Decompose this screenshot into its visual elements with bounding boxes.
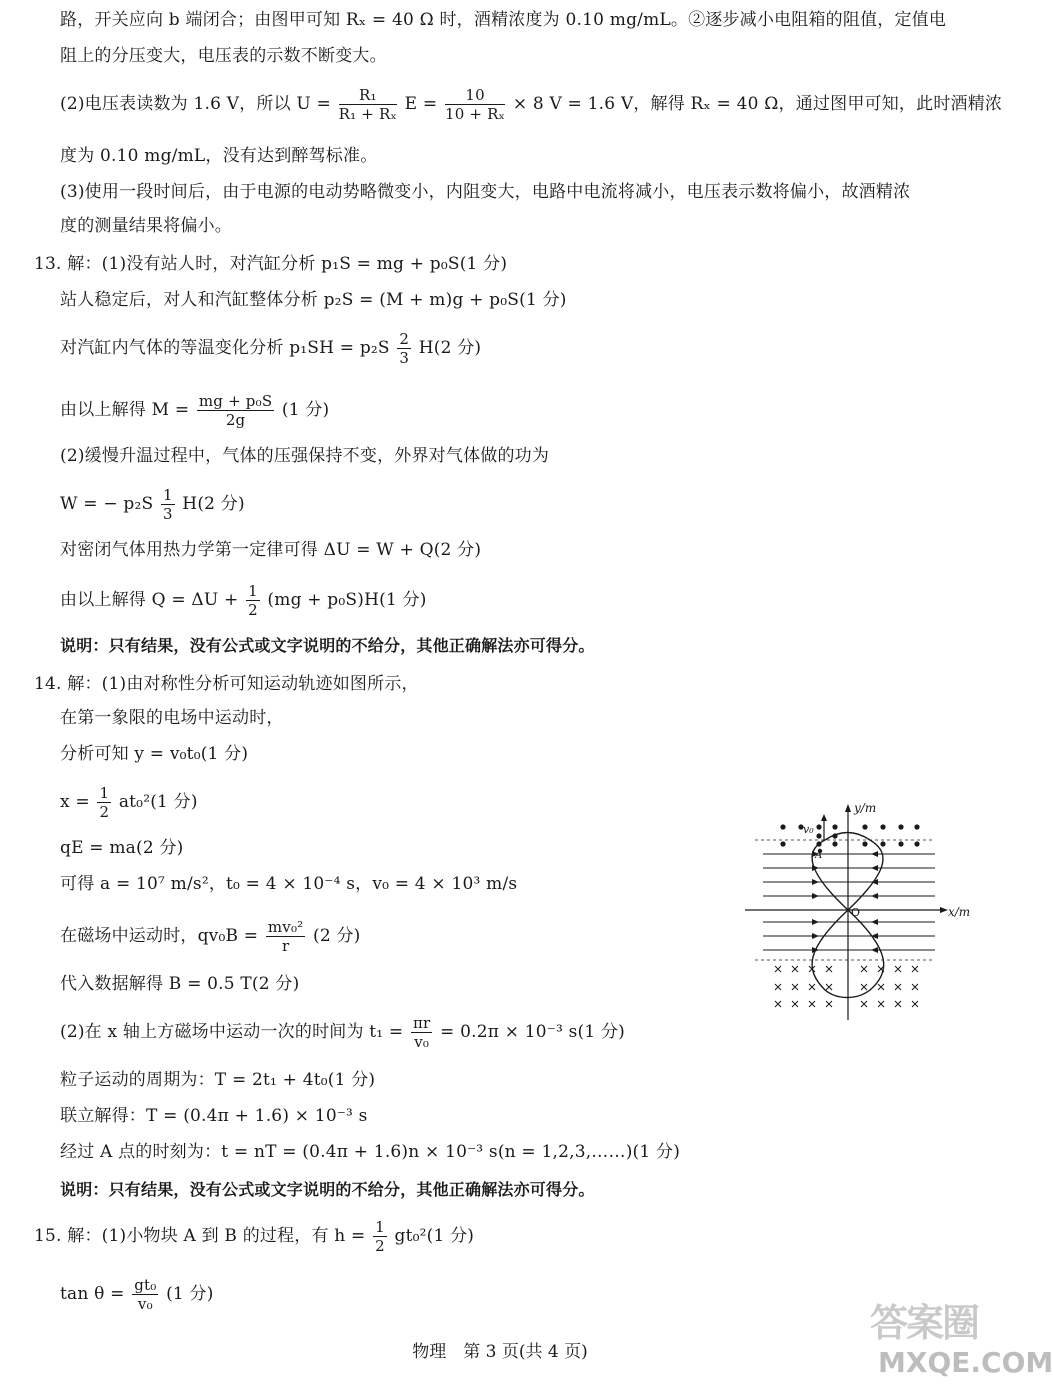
text-line-with-fraction [60, 486, 245, 523]
text-segment: W = − p₂S [60, 494, 154, 514]
text-segment: 由以上解得 Q = ΔU + [60, 590, 239, 610]
electric-field-lines [763, 854, 935, 950]
watermark-domain: MXQE.COM [878, 1346, 1053, 1379]
text-segment: H(2 分) [182, 494, 245, 514]
text-line: 对密闭气体用热力学第一定律可得 ΔU = W + Q(2 分) [60, 540, 482, 560]
fraction [132, 1276, 158, 1313]
point-a-label: A [815, 850, 823, 861]
fraction-numerator: 10 [445, 86, 505, 105]
fraction-denominator: v₀ [414, 1033, 430, 1051]
fraction [339, 86, 397, 123]
fraction-denominator: R₁ + Rₓ [338, 105, 398, 123]
fraction-numerator: mv₀² [267, 918, 304, 936]
text-line-with-fraction [60, 86, 1002, 123]
question-14-line: 14. 解：(1)由对称性分析可知运动轨迹如图所示， [34, 674, 419, 694]
magnetic-field-out-dots [780, 824, 919, 853]
text-segment: at₀²(1 分) [118, 792, 198, 812]
text-line: 站人稳定后，对人和汽缸整体分析 p₂S = (M + m)g + p₀S(1 分) [60, 290, 567, 310]
x-axis-label: x/m [948, 905, 971, 919]
fraction-numerator: πr [412, 1014, 431, 1032]
text-segment: (2)电压表读数为 1.6 V，所以 U = [60, 94, 331, 114]
site-watermark-logo [870, 1292, 1053, 1384]
fraction [373, 1218, 387, 1255]
fraction-numerator: mg + p₀S [198, 392, 273, 410]
fraction [197, 392, 274, 429]
velocity-arrow-icon [821, 814, 827, 821]
field-trajectory-diagram [745, 800, 990, 1020]
magnetic-field-in-crosses [775, 966, 918, 1007]
text-segment: 对汽缸内气体的等温变化分析 p₁SH = p₂S [60, 338, 390, 358]
text-line-with-fraction [60, 784, 198, 821]
fraction-denominator: 3 [162, 505, 173, 523]
text-line: 路，开关应向 b 端闭合；由图甲可知 Rₓ = 40 Ω 时，酒精浓度为 0.10 mg/mL。②逐步减小电阻箱的阻值，定值电 [60, 10, 947, 30]
fraction-denominator: 2 [99, 803, 110, 821]
text-line-with-fraction [60, 582, 427, 619]
fraction-numerator: 1 [99, 784, 110, 802]
scoring-note: 说明：只有结果，没有公式或文字说明的不给分，其他正确解法亦可得分。 [60, 1180, 595, 1199]
text-line: 在第一象限的电场中运动时， [60, 708, 284, 728]
text-line: 可得 a = 10⁷ m/s²，t₀ = 4 × 10⁻⁴ s，v₀ = 4 × 10³ m/s [60, 874, 518, 894]
fraction-denominator: 3 [399, 349, 410, 367]
text-segment: E = [404, 94, 438, 114]
fraction-denominator: 2 [375, 1237, 385, 1255]
question-15-start: 15. 解：(1)小物块 A 到 B 的过程，有 h = [34, 1226, 366, 1246]
fraction-denominator: r [281, 937, 290, 955]
fraction [411, 1014, 432, 1051]
scoring-note: 说明：只有结果，没有公式或文字说明的不给分，其他正确解法亦可得分。 [60, 636, 595, 655]
text-line-with-fraction [60, 392, 329, 429]
text-line: (2)缓慢升温过程中，气体的压强保持不变，外界对气体做的功为 [60, 446, 550, 466]
text-line: (3)使用一段时间后，由于电源的电动势略微变小，内阻变大，电路中电流将减小，电压表示数将偏小，故酒精浓 [60, 182, 911, 202]
text-line: 阻上的分压变大，电压表的示数不断变大。 [60, 46, 387, 66]
text-segment: (1 分) [281, 400, 330, 420]
text-line-with-fraction [60, 330, 481, 367]
x-axis-arrow-icon [940, 907, 948, 913]
text-line: 粒子运动的周期为：T = 2t₁ + 4t₀(1 分) [60, 1070, 376, 1090]
text-segment: (1 分) [166, 1284, 214, 1304]
question-13-line: 13. 解：(1)没有站人时，对汽缸分析 p₁S = mg + p₀S(1 分) [34, 254, 508, 274]
text-segment: tan θ = [60, 1284, 125, 1304]
watermark-title: 答案圈 [870, 1301, 979, 1345]
y-axis-label: y/m [854, 801, 877, 815]
page-footer: 物理 第 3 页(共 4 页) [412, 1342, 588, 1362]
fraction-numerator: gt₀ [134, 1276, 157, 1294]
text-line-with-fraction [60, 918, 360, 955]
text-segment: = 0.2π × 10⁻³ s(1 分) [440, 1022, 625, 1042]
fraction [97, 784, 111, 821]
text-line-with-fraction [34, 1218, 474, 1255]
fraction-numerator: R₁ [339, 86, 397, 105]
text-line-with-fraction [60, 1276, 214, 1313]
text-line-with-fraction [60, 1014, 625, 1051]
text-segment: x = [60, 792, 90, 812]
fraction-numerator: 2 [399, 330, 410, 348]
text-segment: (mg + p₀S)H(1 分) [267, 590, 427, 610]
fraction [445, 86, 505, 123]
fraction [266, 918, 306, 955]
fraction-denominator: v₀ [137, 1295, 153, 1313]
origin-label: O [851, 906, 861, 919]
fraction [397, 330, 411, 367]
fraction-denominator: 2g [225, 411, 246, 429]
text-segment: gt₀²(1 分) [394, 1226, 475, 1246]
text-line: 度为 0.10 mg/mL，没有达到醉驾标准。 [60, 146, 378, 166]
fraction [161, 486, 175, 523]
text-line: 联立解得：T = (0.4π + 1.6) × 10⁻³ s [60, 1106, 368, 1126]
velocity-label: v₀ [803, 823, 814, 836]
text-line: 经过 A 点的时刻为：t = nT = (0.4π + 1.6)n × 10⁻³ s(n = 1,2,3,……)(1 分) [60, 1142, 681, 1162]
text-segment: 在磁场中运动时，qv₀B = [60, 926, 259, 946]
text-line: qE = ma(2 分) [60, 838, 184, 858]
fraction-numerator: 1 [375, 1218, 385, 1236]
fraction-numerator: 1 [248, 582, 258, 600]
fraction [246, 582, 260, 619]
text-segment: 由以上解得 M = [60, 400, 190, 420]
fraction-denominator: 2 [248, 601, 258, 619]
text-line: 度的测量结果将偏小。 [60, 216, 232, 236]
fraction-denominator: 10 + Rₓ [444, 105, 506, 123]
text-segment: × 8 V = 1.6 V，解得 Rₓ = 40 Ω，通过图甲可知，此时酒精浓 [512, 94, 1003, 114]
text-segment: (2)在 x 轴上方磁场中运动一次的时间为 t₁ = [60, 1022, 404, 1042]
text-segment: (2 分) [313, 926, 361, 946]
y-axis-arrow-icon [845, 804, 851, 812]
text-line: 分析可知 y = v₀t₀(1 分) [60, 744, 249, 764]
fraction-numerator: 1 [162, 486, 173, 504]
text-segment: H(2 分) [418, 338, 482, 358]
text-line: 代入数据解得 B = 0.5 T(2 分) [60, 974, 300, 994]
